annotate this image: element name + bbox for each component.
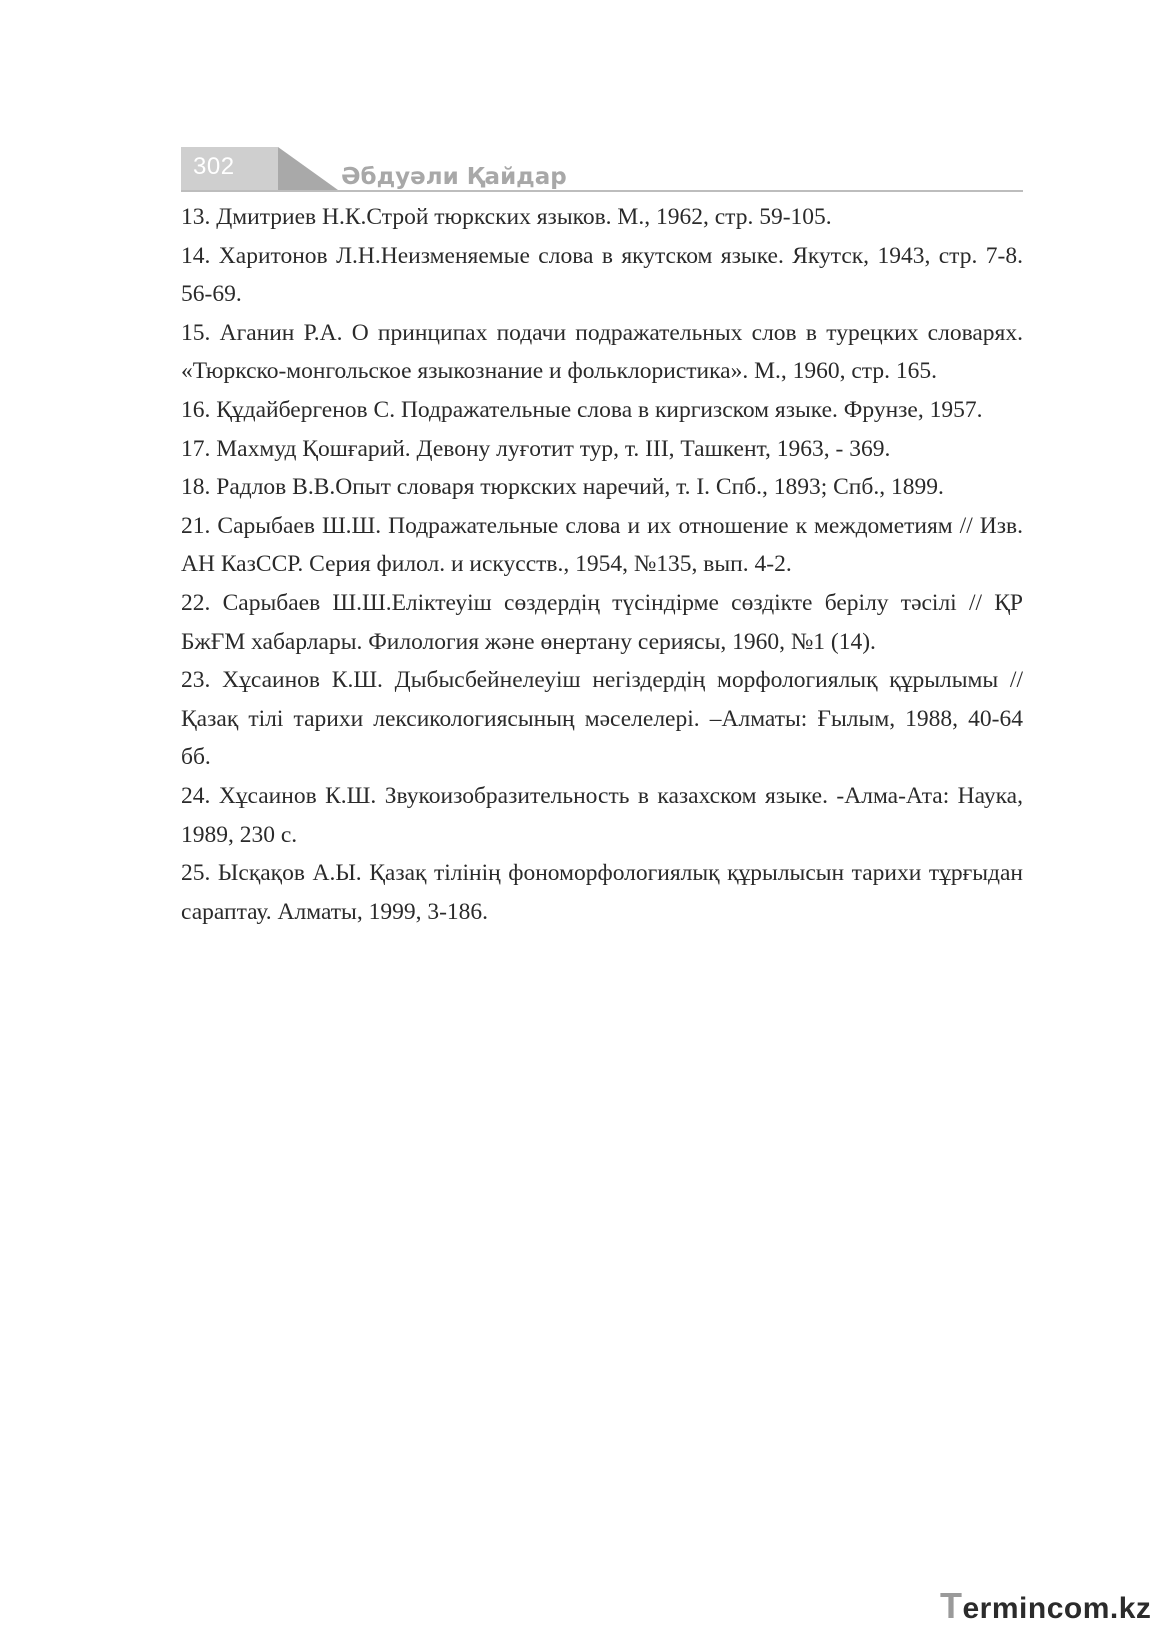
reference-item: 18. Радлов В.В.Опыт словаря тюркских наречий, т. I. Спб., 1893; Спб., 1899. [181,474,944,501]
reference-item: 13. Дмитриев Н.К.Строй тюркских языков. М., 1962, стр. 59-105. [181,204,832,230]
page-number: 302 [193,153,235,180]
reference-item: 15. Аганин Р.А. О принципах подачи подражательных слов в турецких словарях. «Тюркско-монгольское языкознание и фольклористика». М., 1960, стр. 165. [181,319,1023,385]
reference-item: 14. Харитонов Л.Н.Неизменяемые слова в якутском языке. Якутск, 1943, стр. 7-8. 56-69. [181,242,1023,308]
watermark-text: ermincom.kz [962,1592,1152,1625]
watermark-logo [940,1585,1151,1627]
page-number-tab [181,147,278,190]
reference-item: 23. Хұсаинов К.Ш. Дыбысбейнелеуіш негіздердің морфологиялық құрылымы // Қазақ тілі тарихи лексикологиясының мәселелері. –Алматы: Ғылым, 1988, 40-64 бб. [181,667,1023,771]
running-header [181,147,1023,194]
reference-item: 25. Ысқақов А.Ы. Қазақ тілінің фономорфологиялық құрылысын тарихи тұрғыдан сараптау. Алматы, 1999, 3-186. [181,860,1023,925]
reference-list [181,198,1023,931]
reference-item: 24. Хұсаинов К.Ш. Звукоизобразительность в казахском языке. -Алма-Ата: Наука, 1989, 230 с. [181,782,1023,848]
reference-item: 17. Махмуд Қошғарий. Девону луғотит тур, т. III, Ташкент, 1963, - 369. [181,435,891,462]
header-wedge [278,147,338,190]
author-name: Әбдуәли Қайдар [341,164,567,190]
header-rule [181,190,1023,192]
watermark-initial: T [940,1585,963,1626]
reference-item: 22. Сарыбаев Ш.Ш.Еліктеуіш сөздердің түсіндірме сөздікте берілу тәсілі // ҚР БжҒМ хабарлары. Филология және өнертану сериясы, 1960, №1 (14). [181,589,1023,655]
reference-item: 21. Сарыбаев Ш.Ш. Подражательные слова и их отношение к междометиям // Изв. АН КазССР. Серия филол. и искусств., 1954, №135, вып. 4-2. [181,512,1023,578]
reference-item: 16. Құдайбергенов С. Подражательные слова в киргизском языке. Фрунзе, 1957. [181,396,983,423]
